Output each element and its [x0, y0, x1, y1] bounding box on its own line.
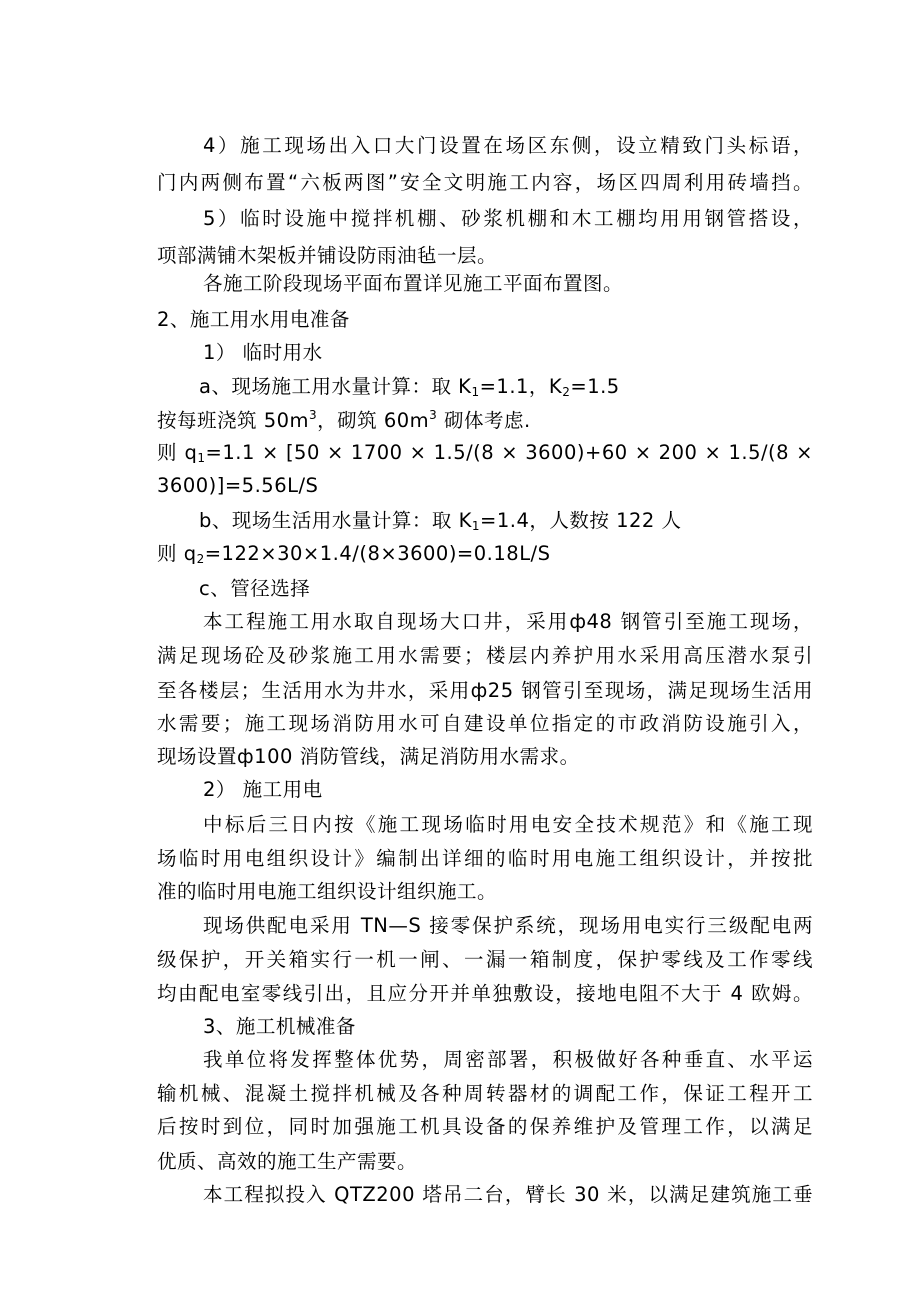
text-line: 门内两侧布置“六板两图”安全文明施工内容，场区四周利用砖墙挡。	[157, 171, 813, 194]
text-line: 级保护，开关箱实行一机一闸、一漏一箱制度，保护零线及工作零线	[157, 948, 813, 971]
text-line: 我单位将发挥整体优势，周密部署，积极做好各种垂直、水平运	[203, 1048, 813, 1071]
text-line: 满足现场砼及砂浆施工用水需要；楼层内养护用水采用高压潜水泵引	[157, 644, 813, 667]
text-line: 中标后三日内按《施工现场临时用电安全技术规范》和《施工现	[203, 813, 813, 836]
text-line: 优质、高效的施工生产需要。	[157, 1150, 418, 1173]
section-heading: 3、施工机械准备	[203, 1015, 356, 1038]
text-line: 水需要；施工现场消防用水可自建设单位指定的市政消防设施引入，	[157, 712, 813, 735]
text-line: 本工程施工用水取自现场大口井，采用ф48 钢管引至施工现场，	[203, 610, 813, 633]
text-line: b、现场生活用水量计算：取 $K_1=1.4$，人数按 122 人	[199, 509, 682, 533]
text-line: 4）施工现场出入口大门设置在场区东侧，设立精致门头标语，	[203, 134, 813, 157]
text-line: 各施工阶段现场平面布置详见施工平面布置图。	[203, 272, 624, 295]
text-line: 5）临时设施中搅拌机棚、砂浆机棚和木工棚均用用钢管搭设，	[203, 207, 813, 230]
text-line: 场临时用电组织设计》编制出详细的临时用电施工组织设计，并按批	[157, 847, 813, 870]
text-line: 现场设置ф100 消防管线，满足消防用水需求。	[157, 745, 580, 768]
subsection-heading: 2） 施工用电	[203, 778, 323, 801]
text-line: a、现场施工用水量计算：取 $K_1=1.1$，$K_2=1.5$	[199, 375, 620, 399]
text-line: 后按时到位，同时加强施工机具设备的保养维护及管理工作，以满足	[157, 1115, 813, 1138]
subsection-heading: 1） 临时用水	[203, 341, 323, 364]
text-line: 至各楼层；生活用水为井水，采用ф25 钢管引至现场，满足现场生活用	[157, 679, 813, 702]
formula-line: 3600)]=5.56L/S	[157, 474, 319, 497]
formula-line: 则 $q_2=122\times 30\times 1.4/(8\times 3600)=0.18L/S$	[157, 542, 551, 566]
section-heading: 2、施工用水用电准备	[157, 308, 350, 331]
subsection-heading: c、管径选择	[199, 577, 311, 600]
text-line: 项部满铺木架板并铺设防雨油毡一层。	[157, 244, 498, 267]
text-line: 现场供配电采用 TN—S 接零保护系统，现场用电实行三级配电两	[203, 914, 813, 937]
text-line: 输机械、混凝土搅拌机械及各种周转器材的调配工作，保证工程开工	[157, 1082, 813, 1105]
text-line: 按每班浇筑 $50m^3$，砌筑 $60m^3$ 砌体考虑.	[157, 408, 531, 432]
text-line: 准的临时用电施工组织设计组织施工。	[157, 880, 498, 903]
text-line: 均由配电室零线引出，且应分开并单独敷设，接地电阻不大于 4 欧姆。	[157, 982, 813, 1005]
text-line: 本工程拟投入 QTZ200 塔吊二台，臂长 30 米，以满足建筑施工垂	[203, 1183, 813, 1206]
formula-line: 则 $q_1=1.1 \times [50 \times 1700 \times 1.5/(8 \times 3600)+60 \times 200 \times 1.5/(8$ ×	[157, 441, 814, 465]
